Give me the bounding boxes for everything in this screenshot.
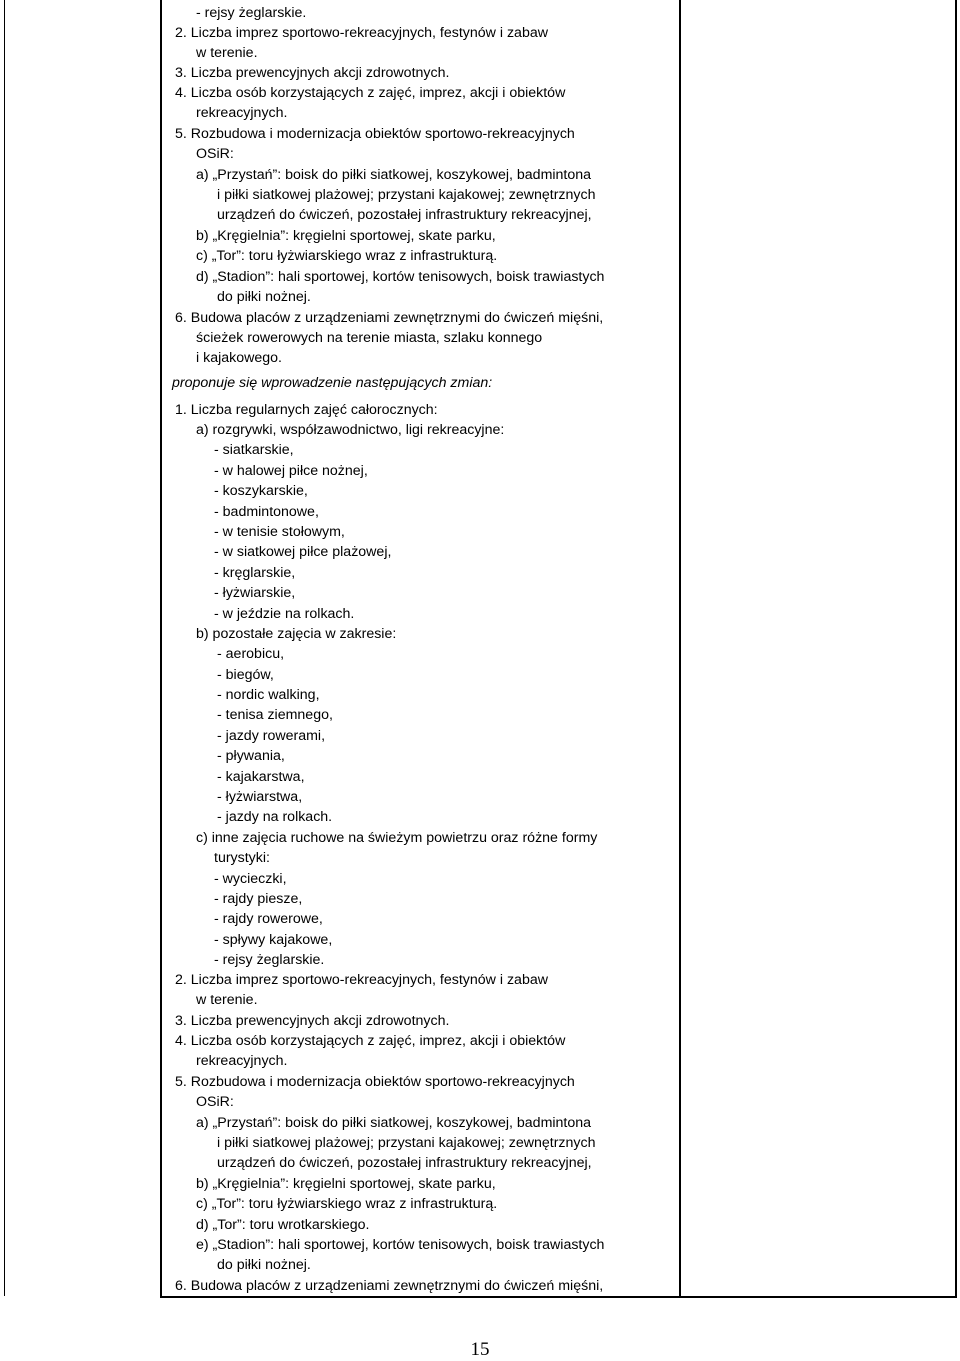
page-number: 15: [470, 1339, 490, 1360]
text-line: 5. Rozbudowa i modernizacja obiektów sportowo-rekreacyjnych: [175, 1074, 575, 1090]
text-line: - aerobicu,: [217, 646, 285, 662]
text-line: 4. Liczba osób korzystających z zajęć, imprez, akcji i obiektów: [175, 1033, 566, 1049]
text-line: c) „Tor”: toru łyżwiarskiego wraz z infrastrukturą.: [196, 248, 498, 264]
text-line: 2. Liczba imprez sportowo-rekreacyjnych, festynów i zabaw: [175, 972, 548, 988]
text-line: - siatkarskie,: [214, 442, 294, 458]
text-line: - w halowej piłce nożnej,: [214, 463, 368, 479]
table-border-left-outer: [4, 0, 5, 1296]
text-line: - nordic walking,: [217, 687, 320, 703]
text-line: d) „Tor”: toru wrotkarskiego.: [196, 1217, 370, 1233]
text-line: rekreacyjnych.: [196, 1053, 288, 1069]
text-line: ścieżek rowerowych na terenie miasta, szlaku konnego: [196, 330, 543, 346]
text-line: i kajakowego.: [196, 350, 282, 366]
text-line: - koszykarskie,: [214, 483, 308, 499]
text-line: - rajdy rowerowe,: [214, 911, 323, 927]
text-line: b) „Kręgielnia”: kręgielni sportowej, skate parku,: [196, 228, 496, 244]
text-line: - biegów,: [217, 667, 274, 683]
text-line: do piłki nożnej.: [217, 289, 311, 305]
text-line: 1. Liczba regularnych zajęć całorocznych:: [175, 402, 438, 418]
text-line: e) „Stadion”: hali sportowej, kortów tenisowych, boisk trawiastych: [196, 1237, 605, 1253]
text-line: b) „Kręgielnia”: kręgielni sportowej, skate parku,: [196, 1176, 496, 1192]
text-line: - kajakarstwa,: [217, 769, 305, 785]
text-line: i piłki siatkowej plażowej; przystani kajakowej; zewnętrznych: [217, 1135, 596, 1151]
text-line: a) „Przystań”: boisk do piłki siatkowej, koszykowej, badmintona: [196, 167, 592, 183]
text-line: - jazdy rowerami,: [217, 728, 326, 744]
table-border-right: [955, 0, 957, 1298]
text-line: c) „Tor”: toru łyżwiarskiego wraz z infrastrukturą.: [196, 1196, 498, 1212]
text-line: - w jeździe na rolkach.: [214, 606, 355, 622]
text-line: - łyżwiarstwa,: [217, 789, 303, 805]
text-line: - rejsy żeglarskie.: [214, 952, 325, 968]
text-line: a) rozgrywki, współzawodnictwo, ligi rekreacyjne:: [196, 422, 505, 438]
text-line: w terenie.: [196, 45, 258, 61]
text-line: OSiR:: [196, 1094, 234, 1110]
text-line: rekreacyjnych.: [196, 105, 288, 121]
text-line: - spływy kajakowe,: [214, 932, 333, 948]
text-line: - tenisa ziemnego,: [217, 707, 333, 723]
text-line: - w tenisie stołowym,: [214, 524, 345, 540]
text-line: - badmintonowe,: [214, 504, 319, 520]
table-border-bottom: [160, 1296, 957, 1298]
text-line: urządzeń do ćwiczeń, pozostałej infrastruktury rekreacyjnej,: [217, 207, 592, 223]
text-line: - jazdy na rolkach.: [217, 809, 333, 825]
text-line: urządzeń do ćwiczeń, pozostałej infrastruktury rekreacyjnej,: [217, 1155, 592, 1171]
section-caption: proponuje się wprowadzenie następujących zmian:: [172, 375, 493, 391]
text-line: - rajdy piesze,: [214, 891, 303, 907]
text-line: - wycieczki,: [214, 871, 287, 887]
table-border-left: [160, 0, 162, 1298]
text-line: 6. Budowa placów z urządzeniami zewnętrznymi do ćwiczeń mięśni,: [175, 310, 604, 326]
text-line: OSiR:: [196, 146, 234, 162]
text-line: turystyki:: [214, 850, 270, 866]
text-line: i piłki siatkowej plażowej; przystani kajakowej; zewnętrznych: [217, 187, 596, 203]
text-line: do piłki nożnej.: [217, 1257, 311, 1273]
text-line: 3. Liczba prewencyjnych akcji zdrowotnych.: [175, 65, 450, 81]
text-line: a) „Przystań”: boisk do piłki siatkowej, koszykowej, badmintona: [196, 1115, 592, 1131]
text-line: - rejsy żeglarskie.: [196, 5, 307, 21]
text-line: w terenie.: [196, 992, 258, 1008]
text-line: - kręglarskie,: [214, 565, 296, 581]
table-border-middle: [679, 0, 681, 1298]
text-line: 5. Rozbudowa i modernizacja obiektów sportowo-rekreacyjnych: [175, 126, 575, 142]
text-line: - pływania,: [217, 748, 285, 764]
text-line: c) inne zajęcia ruchowe na świeżym powietrzu oraz różne formy: [196, 830, 598, 846]
text-line: 6. Budowa placów z urządzeniami zewnętrznymi do ćwiczeń mięśni,: [175, 1278, 604, 1294]
text-line: 4. Liczba osób korzystających z zajęć, imprez, akcji i obiektów: [175, 85, 566, 101]
text-line: d) „Stadion”: hali sportowej, kortów tenisowych, boisk trawiastych: [196, 269, 605, 285]
text-line: b) pozostałe zajęcia w zakresie:: [196, 626, 397, 642]
text-line: - w siatkowej piłce plażowej,: [214, 544, 392, 560]
text-line: - łyżwiarskie,: [214, 585, 296, 601]
text-line: 2. Liczba imprez sportowo-rekreacyjnych, festynów i zabaw: [175, 25, 548, 41]
text-line: 3. Liczba prewencyjnych akcji zdrowotnych.: [175, 1013, 450, 1029]
